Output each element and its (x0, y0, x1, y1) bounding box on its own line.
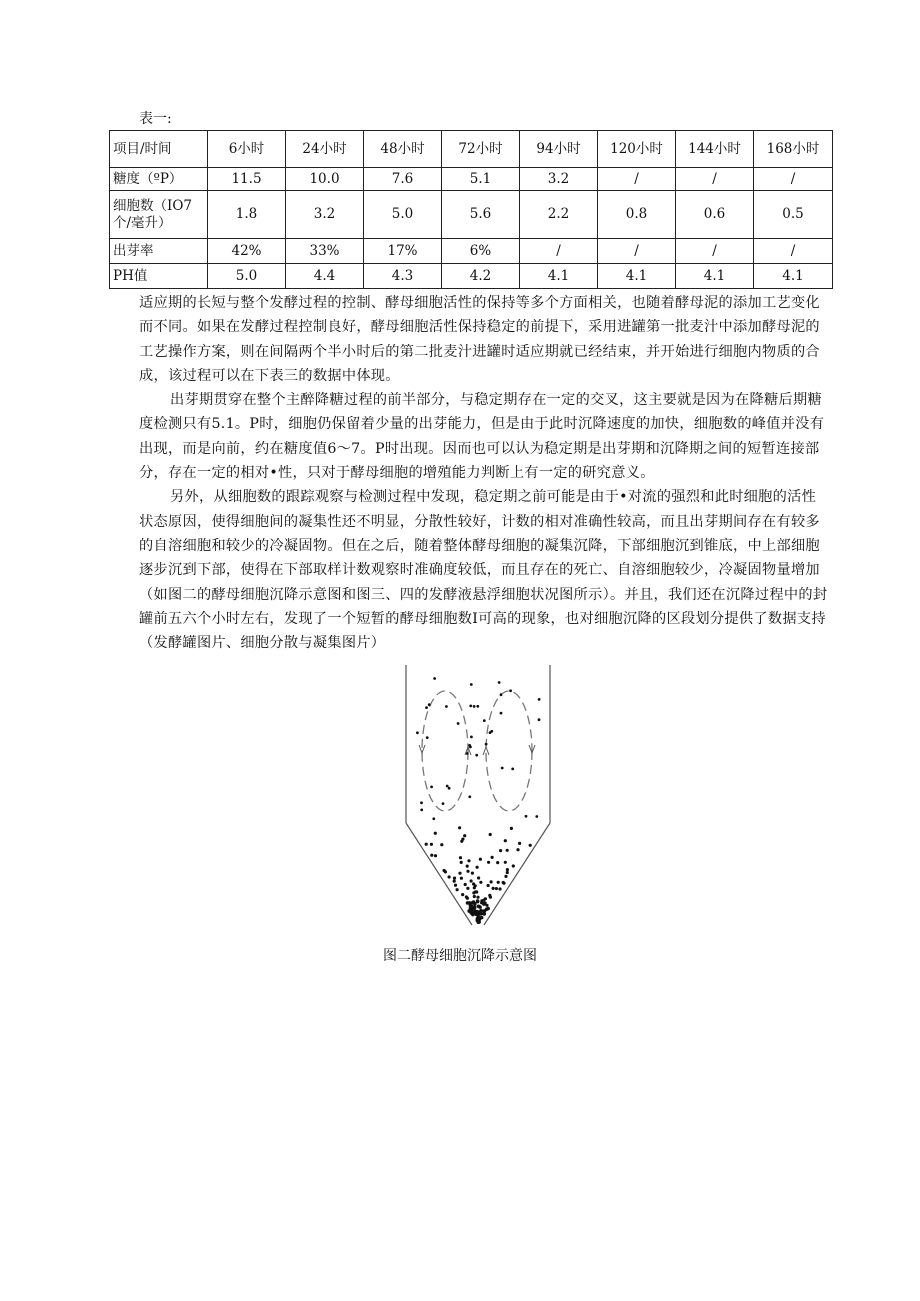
table-cell: 42% (208, 239, 286, 264)
yeast-cell-dot (460, 861, 463, 864)
yeast-cell-dot (482, 902, 486, 906)
yeast-cell-dot (469, 705, 472, 708)
sedimentation-figure (403, 663, 553, 931)
table-cell: 0.8 (598, 191, 676, 239)
yeast-cell-dot (476, 899, 480, 903)
yeast-cell-dot (485, 743, 488, 746)
yeast-cell-dot (477, 905, 481, 909)
yeast-cell-dot (466, 752, 469, 755)
yeast-cell-dot (501, 767, 504, 770)
table-cell: 17% (364, 239, 442, 264)
yeast-cell-dot (467, 859, 470, 862)
yeast-cell-dot (472, 891, 475, 894)
yeast-cell-dot (476, 866, 479, 869)
yeast-cell-dot (456, 888, 459, 891)
yeast-cell-dot (495, 887, 498, 890)
yeast-cell-dot (496, 861, 499, 864)
yeast-cell-dot (506, 871, 509, 874)
yeast-cells (416, 677, 541, 924)
row-label: 糖度（ºP） (110, 168, 208, 191)
row-label: PH值 (110, 264, 208, 289)
yeast-cell-dot (498, 887, 501, 890)
table-cell: 10.0 (286, 168, 364, 191)
yeast-cell-dot (432, 817, 435, 820)
yeast-cell-dot (454, 884, 457, 887)
convection-loop-right (486, 691, 532, 811)
figure-caption: 图二酵母细胞沉降示意图 (383, 948, 537, 964)
table-cell: 0.5 (754, 191, 833, 239)
yeast-cell-dot (468, 744, 471, 747)
yeast-cell-dot (470, 736, 473, 739)
yeast-cell-dot (498, 681, 501, 684)
yeast-cell-dot (502, 882, 505, 885)
table-cell: 3.2 (520, 168, 598, 191)
table-cell: 4.1 (676, 264, 754, 289)
column-header: 94小时 (520, 131, 598, 168)
yeast-cell-dot (477, 920, 481, 924)
table-row (110, 191, 833, 239)
yeast-cell-dot (458, 826, 461, 829)
yeast-cell-dot (446, 785, 449, 788)
yeast-cell-dot (470, 683, 473, 686)
table-row (110, 239, 833, 264)
row-label: 项目/时间 (110, 131, 208, 168)
yeast-cell-dot (460, 877, 463, 880)
yeast-cell-dot (487, 884, 490, 887)
table-cell: 33% (286, 239, 364, 264)
table-cell: 3.2 (286, 191, 364, 239)
table-cell: / (754, 168, 833, 191)
paragraph: 适应期的长短与整个发酵过程的控制、酵母细胞活性的保持等多个方面相关，也随着酵母泥的添加工艺变化而不同。如果在发酵过程控制良好，酵母细胞活性保持稳定的前提下，采用进罐第一批麦汁中添加酵母泥的工艺操作方案，则在间隔两个半小时后的第二批麦汁进罐时适应期就已经结束，并开始进行细胞内物质的合成，该过程可以在下表三的数据中体现。 (139, 295, 820, 384)
body-text (139, 291, 829, 655)
column-header: 144小时 (676, 131, 754, 168)
yeast-cell-dot (479, 881, 482, 884)
yeast-cell-dot (497, 881, 500, 884)
table-cell: 0.6 (676, 191, 754, 239)
yeast-cell-dot (477, 917, 481, 921)
table-cell: 1.8 (208, 191, 286, 239)
column-header: 24小时 (286, 131, 364, 168)
yeast-cell-dot (463, 834, 466, 837)
yeast-cell-dot (529, 844, 532, 847)
yeast-cell-dot (506, 849, 509, 852)
yeast-cell-dot (459, 856, 462, 859)
yeast-cell-dot (477, 876, 480, 879)
table-cell: 7.6 (364, 168, 442, 191)
yeast-cell-dot (504, 861, 507, 864)
table-cell: 5.0 (208, 264, 286, 289)
column-header: 168小时 (754, 131, 833, 168)
yeast-cell-dot (461, 893, 464, 896)
yeast-cell-dot (512, 864, 515, 867)
table-cell: 4.3 (364, 264, 442, 289)
yeast-cell-dot (509, 689, 512, 692)
yeast-cell-dot (457, 722, 460, 725)
yeast-cell-dot (478, 912, 482, 916)
yeast-cell-dot (538, 698, 541, 701)
yeast-cell-dot (444, 870, 447, 873)
yeast-cell-dot (489, 833, 492, 836)
yeast-cell-dot (471, 901, 475, 905)
yeast-cell-dot (467, 909, 471, 913)
yeast-cell-dot (510, 827, 513, 830)
yeast-cell-dot (480, 899, 483, 902)
table-cell: / (676, 239, 754, 264)
yeast-cell-dot (430, 854, 433, 857)
table-cell: / (598, 168, 676, 191)
table-cell: 5.6 (442, 191, 520, 239)
yeast-cell-dot (433, 677, 436, 680)
table-row (110, 168, 833, 191)
table-cell: / (754, 239, 833, 264)
table-cell: / (598, 239, 676, 264)
yeast-cell-dot (492, 887, 495, 890)
yeast-cell-dot (434, 832, 437, 835)
yeast-cell-dot (491, 856, 494, 859)
row-label: 细胞数（IO7个/毫升） (110, 191, 208, 239)
yeast-cell-dot (518, 842, 521, 845)
yeast-cell-dot (453, 880, 456, 883)
yeast-cell-dot (483, 909, 487, 913)
yeast-cell-dot (476, 705, 479, 708)
yeast-cell-dot (516, 848, 519, 851)
yeast-cell-dot (473, 705, 476, 708)
yeast-cell-dot (500, 712, 503, 715)
yeast-cell-dot (464, 883, 467, 886)
yeast-cell-dot (475, 890, 478, 893)
sedimentation-diagram (403, 663, 553, 931)
yeast-cell-dot (504, 875, 507, 878)
row-label: 出芽率 (110, 239, 208, 264)
table-cell: 4.1 (598, 264, 676, 289)
yeast-cell-dot (440, 843, 443, 846)
yeast-cell-dot (420, 801, 423, 804)
column-header: 48小时 (364, 131, 442, 168)
yeast-cell-dot (488, 894, 491, 897)
yeast-cell-dot (474, 884, 477, 887)
yeast-cell-dot (420, 809, 423, 812)
yeast-cell-dot (445, 705, 448, 708)
yeast-cell-dot (468, 795, 471, 798)
yeast-cell-dot (448, 787, 451, 790)
table-cell: 5.1 (442, 168, 520, 191)
yeast-cell-dot (466, 870, 469, 873)
table-cell: / (520, 239, 598, 264)
column-header: 72小时 (442, 131, 520, 168)
yeast-cell-dot (511, 768, 514, 771)
table-cell: / (676, 168, 754, 191)
paragraph: 另外，从细胞数的跟踪观察与检测过程中发现，稳定期之前可能是由于•对流的强烈和此时细胞的活性状态原因，使得细胞间的凝集性还不明显，分散性较好，计数的相对准确性较高，而且出芽期间存在有较多的自溶细胞和较少的冷凝固物。但在之后，随着整体酵母细胞的凝集沉降，下部细胞沉到锥底，中上部细胞逐步沉到下部，使得在下部取样计数观察时准确度较低，而且存在的死亡、自溶细胞较少，冷凝固物量增加（如图二的酵母细胞沉降示意图和图三、四的发酵液悬浮细胞状况图所示）。并且，我们还在沉降过程中的封罐前五六个小时左右，发现了一个短暂的酵母细胞数I可高的现象，也对细胞沉降的区段划分提供了数据支持（发酵罐图片、细胞分散与凝集图片） (139, 489, 828, 652)
yeast-cell-dot (535, 815, 538, 818)
table-cell: 4.1 (520, 264, 598, 289)
yeast-cell-dot (466, 901, 470, 905)
yeast-cell-dot (538, 718, 541, 721)
yeast-cell-dot (473, 895, 476, 898)
yeast-cell-dot (470, 905, 474, 909)
yeast-cell-dot (442, 802, 445, 805)
column-header: 6小时 (208, 131, 286, 168)
data-table (109, 130, 833, 289)
yeast-cell-dot (499, 849, 502, 852)
convection-loop-left (422, 691, 468, 811)
table-header-row (110, 131, 833, 168)
table-cell: 4.1 (754, 264, 833, 289)
yeast-cell-dot (490, 880, 493, 883)
yeast-cell-dot (425, 843, 428, 846)
yeast-cell-dot (525, 815, 528, 818)
table-cell: 4.2 (442, 264, 520, 289)
yeast-cell-dot (475, 754, 478, 757)
yeast-cell-dot (479, 858, 482, 861)
table-caption: 表一: (139, 111, 172, 127)
yeast-cell-dot (470, 879, 473, 882)
yeast-cell-dot (430, 843, 433, 846)
yeast-cell-dot (506, 868, 509, 871)
yeast-cell-dot (458, 872, 461, 875)
yeast-cell-dot (500, 693, 503, 696)
paragraph: 出芽期贯穿在整个主醉降糖过程的前半部分，与稳定期存在一定的交叉，这主要就是因为在降糖后期糖度检测只有5.1。P时，细胞仍保留着少量的出芽能力，但是由于此时沉降速度的加快，细胞数的峰值并没有出现，而是向前，约在糖度值6～7。P时出现。因而也可以认为稳定期是出芽期和沉降期之间的短暂连接部分，存在一定的相对•性，只对于酵母细胞的增殖能力判断上有一定的研究意义。 (139, 392, 825, 482)
yeast-cell-dot (448, 875, 451, 878)
yeast-cell-dot (453, 877, 456, 880)
yeast-cell-dot (466, 897, 469, 900)
yeast-cell-dot (425, 706, 428, 709)
yeast-cell-dot (479, 909, 483, 913)
yeast-cell-dot (428, 703, 431, 706)
yeast-cell-dot (466, 887, 469, 890)
yeast-cell-dot (434, 854, 437, 857)
table-cell: 4.4 (286, 264, 364, 289)
column-header: 120小时 (598, 131, 676, 168)
yeast-cell-dot (461, 838, 464, 841)
yeast-cell-dot (490, 730, 493, 733)
yeast-cell-dot (466, 865, 469, 868)
table-cell: 2.2 (520, 191, 598, 239)
yeast-cell-dot (426, 736, 429, 739)
yeast-cell-dot (486, 907, 490, 911)
cone-right-wall (484, 823, 550, 925)
table-cell: 5.0 (364, 191, 442, 239)
yeast-cell-dot (476, 896, 479, 899)
yeast-cell-dot (430, 786, 433, 789)
table-cell: 11.5 (208, 168, 286, 191)
yeast-cell-dot (471, 872, 474, 875)
yeast-cell-dot (504, 839, 507, 842)
table-cell: 6% (442, 239, 520, 264)
table-row (110, 264, 833, 289)
yeast-cell-dot (487, 861, 490, 864)
yeast-cell-dot (471, 913, 475, 917)
yeast-cell-dot (483, 719, 486, 722)
yeast-cell-dot (416, 731, 419, 734)
